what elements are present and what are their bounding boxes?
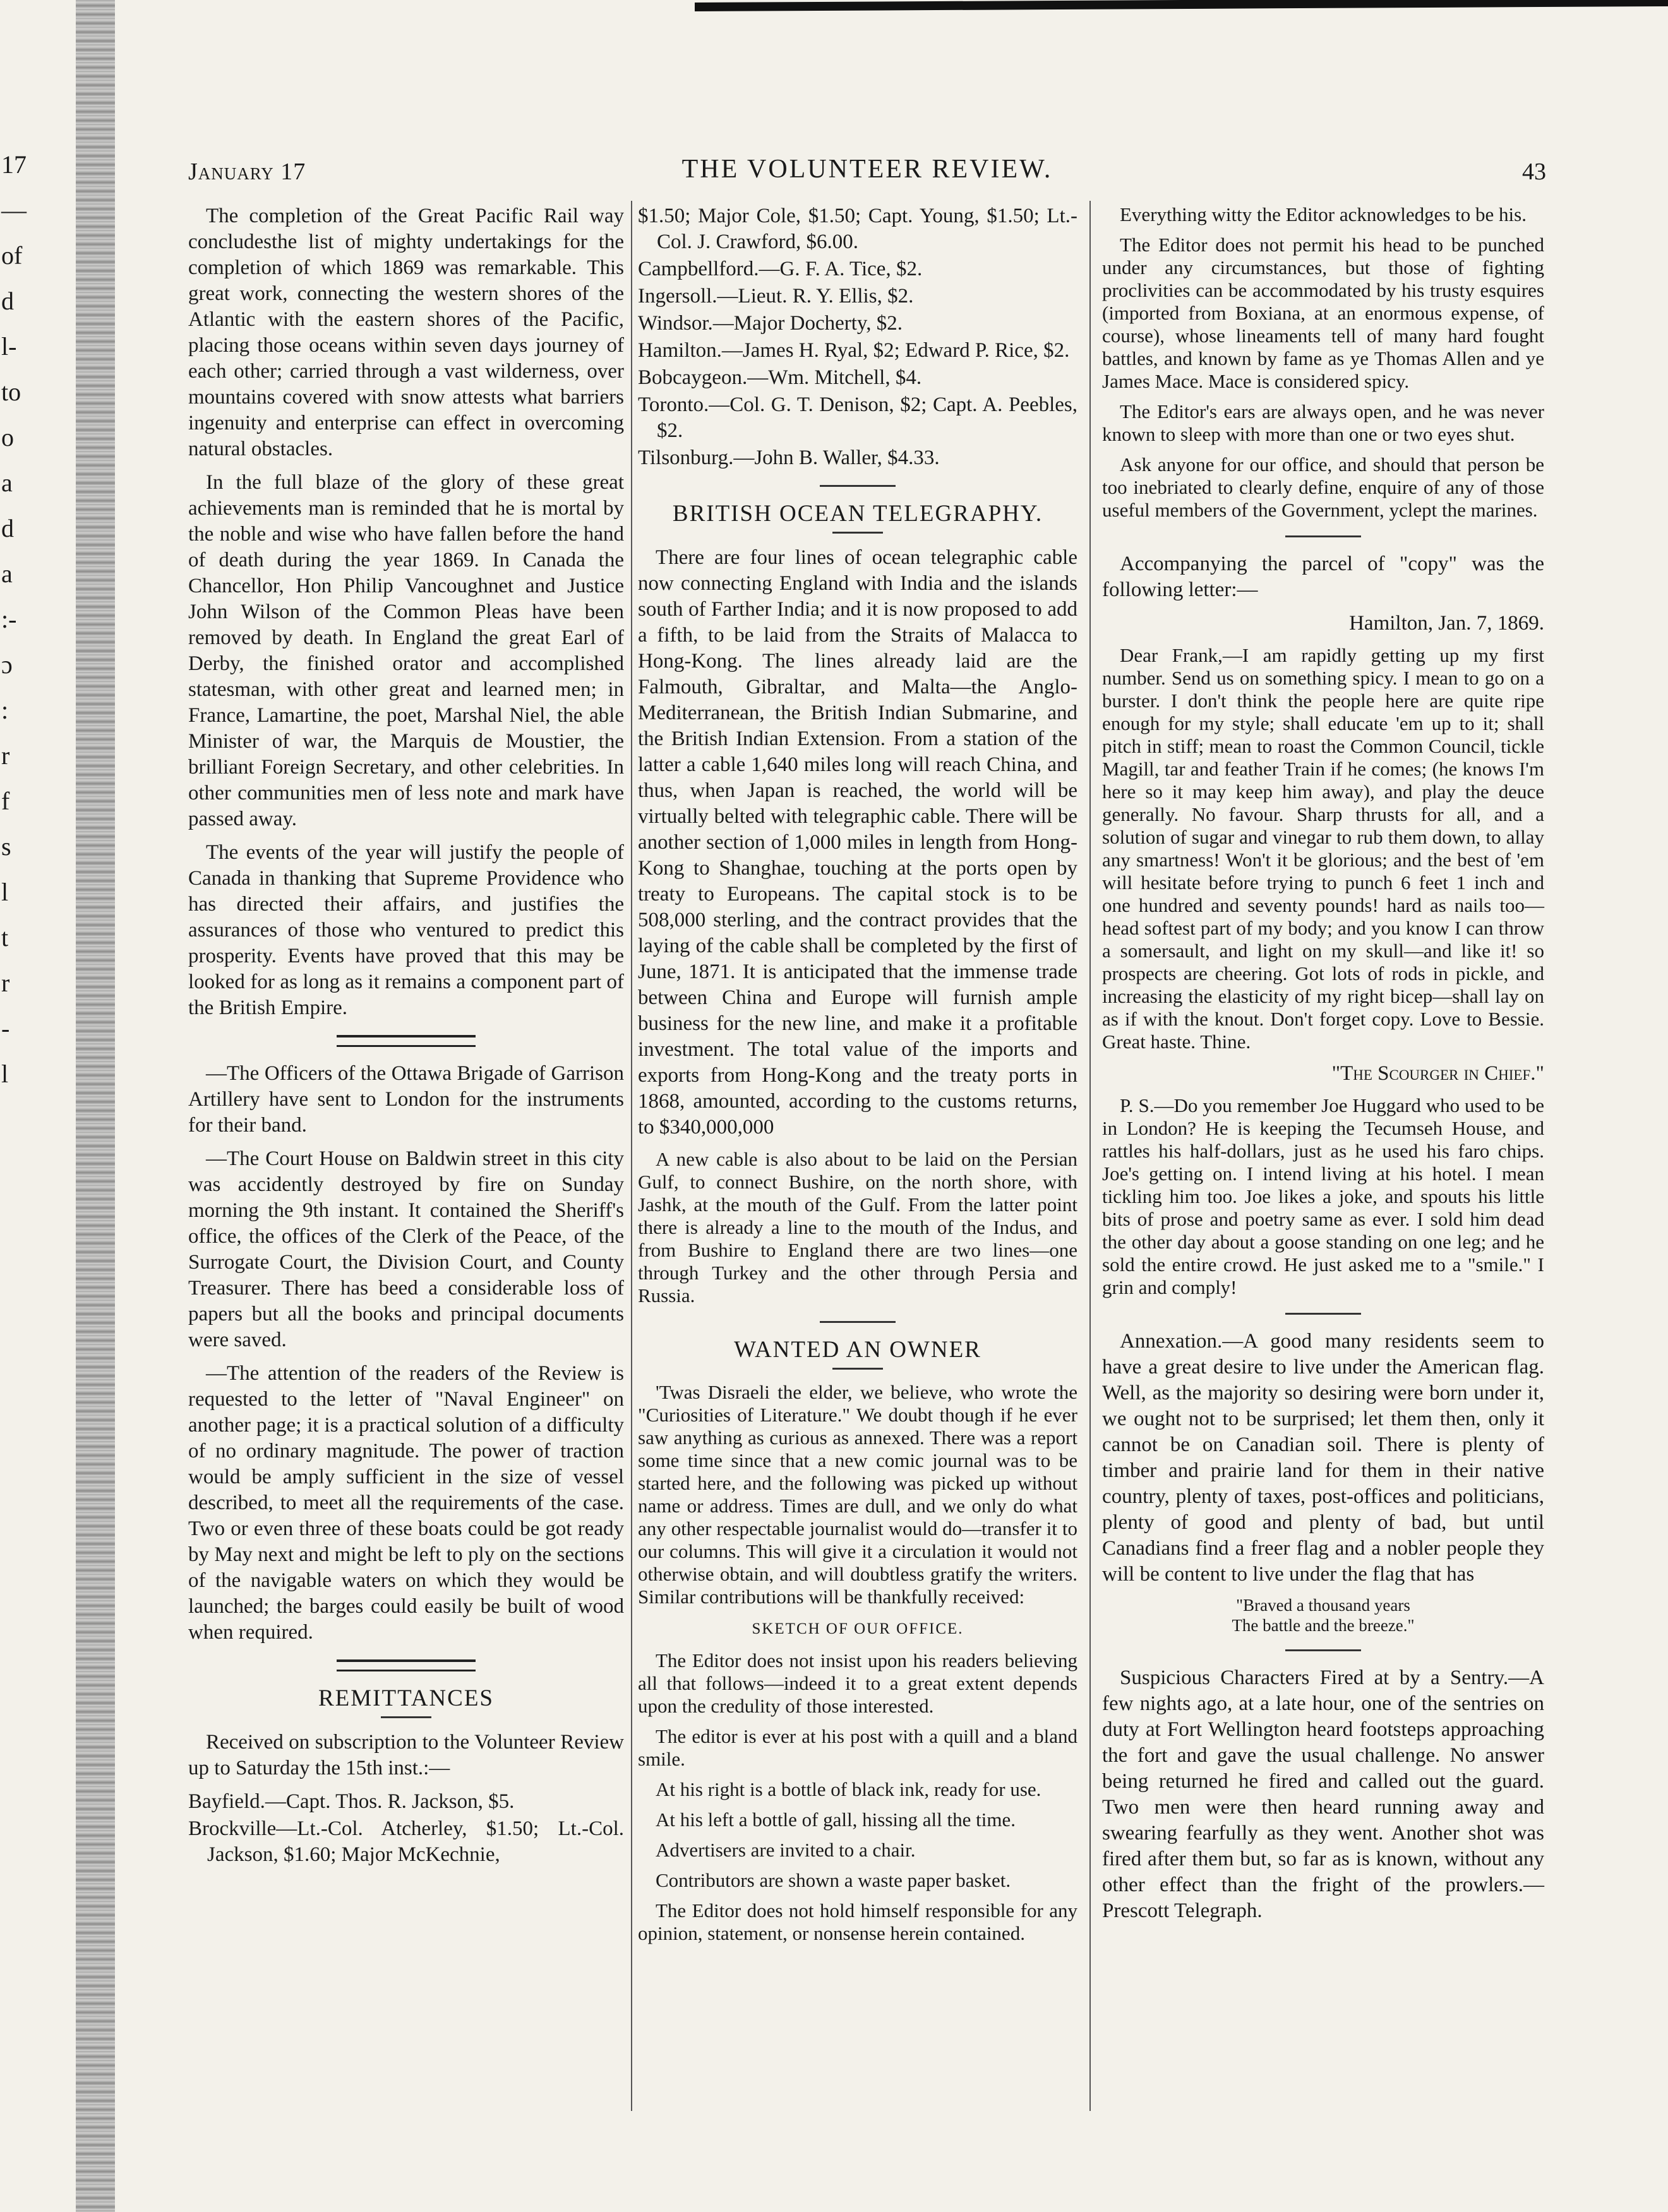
court-house-fire-item: —The Court House on Baldwin street in this city was accidently destroyed by fire on Sunday morning the 9th instant. It contained the Sheriff's office, the offices of the Clerk of the Peace, of the Surrogate Court, the Division Court, and County Treasurer. There has beed a considerable loss of papers but all the books and principal documents were saved. bbox=[188, 1147, 624, 1351]
sketch-item: The Editor does not permit his head to be punched under any circumstances, but those of fighting proclivities can be accommodated by his trusty esquires (imported from Boxiana, at an enormous expense, of course), whose lineaments tell of many hard fought battles, and known by fame as ye Thomas Allen and ye James Mace. Mace is considered spicy. bbox=[1102, 234, 1544, 392]
naval-engineer-item: —The attention of the readers of the Review is requested to the letter of "Naval Engineer" on another page; it is a practical solution of a difficulty of no ordinary magnitude. The power of traction would be amply sufficient in the size of vessel described, to meet all the requirements of the case. Two or even three of these boats could be got ready by May next and might be left to ply on the sections of the navigable waters on which they would be launched; the barges could easily be built of wood when required. bbox=[188, 1362, 624, 1644]
verse-line: The battle and the breeze." bbox=[1232, 1616, 1415, 1635]
wanted-owner-paragraph: 'Twas Disraeli the elder, we believe, who wrote the "Curiosities of Literature." We doubt though if he ever saw anything as curious as annexed. There was a report some time since that a new comic journal was to be started here, and the following was picked up without name or address. Times are dull, and we only do what any other respectable journalist would do—transfer it to our columns. This will give it a circulation it would not otherwise obtain, and will doubtless gratify the writers. Similar contributions will be thankfully received: bbox=[638, 1381, 1077, 1608]
remittance-entry: Brockville—Lt.-Col. Atcherley, $1.50; Lt.-Col. Jackson, $1.60; Major McKechnie, bbox=[188, 1817, 624, 1866]
deaths-paragraph: In the full blaze of the glory of these great achievements man is reminded that he is mortal by the noble and wise who have fallen before the hand of death during the year 1869. In Canada the Chancellor, Hon Philip Vancoughnet and Justice John Wilson of the Common Pleas have been removed by death. In England the great Earl of Derby, the finished orator and accomplished statesman, with other great and learned men; in France, Lamartine, the poet, Marshal Niel, the able Minister of war, the Marquis de Moustier, the brilliant Foreign Secretary, and other celebrities. In other communities men of less note and mark have passed away. bbox=[188, 471, 624, 830]
section-separator bbox=[337, 1035, 476, 1047]
sketch-item: Advertisers are invited to a chair. bbox=[656, 1839, 916, 1861]
section-separator bbox=[820, 485, 896, 487]
margin-fragment: — bbox=[1, 196, 27, 224]
persian-gulf-paragraph: A new cable is also about to be laid on the Persian Gulf, to connect Bushire, on the north shore, with Jashk, at the mouth of the Gulf. From the latter point there is already a line to the mouth of the Indus, and from Bushire to England there are two lines—one through Turkey and the other through Persia and Russia. bbox=[638, 1148, 1077, 1306]
margin-fragment: to bbox=[1, 378, 21, 406]
top-scan-rule bbox=[695, 0, 1668, 11]
sketch-item: Everything witty the Editor acknowledges to be his. bbox=[1120, 203, 1527, 225]
margin-fragment: f bbox=[1, 787, 10, 815]
letter-signature: "The Scourger in Chief." bbox=[1331, 1062, 1544, 1085]
margin-fragment: r bbox=[1, 969, 10, 997]
heading-rule bbox=[832, 532, 883, 534]
artillery-band-item: —The Officers of the Ottawa Brigade of Garrison Artillery have sent to London for the instruments for their band. bbox=[188, 1062, 624, 1137]
pacific-railway-paragraph: The completion of the Great Pacific Rail way concludesthe list of mighty undertakings for the completion of which 1869 was remarkable. This great work, connecting the western shores of the Atlantic with the eastern shores of the Pacific, placing those oceans within seven days journey of each other; carried through a vast wilderness, over mountains covered with snow attests what barriers ingenuity and enterprise can effect in overcoming natural obstacles. bbox=[188, 205, 624, 460]
margin-fragment: a bbox=[1, 469, 13, 497]
letter-body: Dear Frank,—I am rapidly getting up my first number. Send us on something spicy. I mean to go on a burster. I don't think the people here are quite ripe enough for my style; shall educate 'em up to it; shall pitch in stiff; mean to roast the Common Council, tickle Magill, tar and feather Train if he comes; (he knows I'm here so it may keep him away), and play the deuce generally. No favour. Sharp thrusts for all, and a solution of sugar and vinegar to rub them down, to allay any smartness! Won't it be glorious; and the best of 'em will hesitate before trying to punch 6 feet 1 inch and one hundred and seventy pounds! hard as nails too—head softest part of my body; and you know I can throw a somersault, and light on my skull—and like it! so prospects are cheering. Got lots of rods in pickle, and increasing the elasticity of my right bicep—shall lay on as if with the knout. Don't forget copy. Love to Bessie. Great haste. Thine. bbox=[1102, 644, 1544, 1053]
heading-rule bbox=[832, 1368, 883, 1370]
letter-dateline: Hamilton, Jan. 7, 1869. bbox=[1349, 612, 1544, 635]
column-3 bbox=[1102, 203, 1544, 1932]
margin-fragment: ɔ bbox=[1, 650, 13, 679]
margin-fragment: l bbox=[1, 878, 9, 906]
wanted-owner-heading: WANTED AN OWNER bbox=[734, 1337, 981, 1363]
column-1 bbox=[188, 203, 624, 1869]
margin-fragment: 17 bbox=[1, 150, 27, 179]
remittance-entry: Ingersoll.—Lieut. R. Y. Ellis, $2. bbox=[638, 285, 914, 308]
ocean-telegraphy-heading: BRITISH OCEAN TELEGRAPHY. bbox=[672, 501, 1043, 527]
heading-rule bbox=[381, 1716, 431, 1718]
verse-line: "Braved a thousand years bbox=[1236, 1596, 1410, 1615]
providence-paragraph: The events of the year will justify the people of Canada in thanking that Supreme Providence who has directed their affairs, and justifies the assurances of those who ventured to predict this prosperity. Events have proved that this may be looked for as long as it remains a component part of the British Empire. bbox=[188, 841, 624, 1019]
sketch-item: The Editor's ears are always open, and he was never known to sleep with more than one or two eyes shut. bbox=[1102, 400, 1544, 445]
page-number: 43 bbox=[1522, 158, 1546, 185]
remittance-entry: Bobcaygeon.—Wm. Mitchell, $4. bbox=[638, 366, 922, 389]
telegraphy-paragraph: There are four lines of ocean telegraphic cable now connecting England with India and the islands south of Farther India; and it is now proposed to add a fifth, to be laid from the Straits of Malacca to Hong-Kong. The lines already laid are the Falmouth, Gibraltar, and Malta—the Anglo-Mediterranean, the British Indian Submarine, and the British Indian Extension. From a station of the latter a cable 1,640 miles long will reach China, and thus, when Japan is reached, the world will be virtually belted with telegraphic cable. There will be another section of 1,000 miles in length from Hong-Kong to Shanghae, touching at the ports open by treaty to Europeans. The capital stock is to be 508,000 sterling, and the contract provides that the laying of the cable shall be completed by the first of June, 1871. It is anticipated that the immense trade between China and Europe will furnish ample business for the new line, and make it a profitable investment. The total value of the imports and exports from Hong-Kong and the treaty ports in 1868, amounted, according to the customs returns, to $340,000,000 bbox=[638, 546, 1077, 1139]
page-header bbox=[188, 155, 1546, 196]
remittances-intro: Received on subscription to the Volunteer Review up to Saturday the 15th inst.:— bbox=[188, 1731, 624, 1779]
margin-fragment: :- bbox=[1, 605, 17, 633]
section-separator bbox=[1285, 535, 1361, 537]
margin-fragment: t bbox=[1, 923, 9, 952]
sketch-subheading: SKETCH OF OUR OFFICE. bbox=[752, 1620, 964, 1637]
margin-fragment: l bbox=[1, 1060, 9, 1088]
letter-postscript: P. S.—Do you remember Joe Huggard who used to be in London? He is keeping the Tecumseh House, and rattles his half-dollars, just as he used his faro chips. Joe's getting on. I intend living at his hotel. I mean tickling him too. Joe likes a joke, and spouts his little bits of prose and poetry same as ever. I sold him dead the other day about a goose standing on one leg; and he sold the entire crowd. He just asked me to a "smile." I grin and comply! bbox=[1102, 1094, 1544, 1298]
column-2 bbox=[638, 203, 1077, 1952]
header-date: January 17 bbox=[188, 158, 306, 185]
remittance-entry: Tilsonburg.—John B. Waller, $4.33. bbox=[638, 446, 940, 469]
annexation-paragraph: Annexation.—A good many residents seem to have a great desire to live under the American flag. Well, as the majority so desiring were born under it, we ought not to be surprised; let them then, only it cannot be on Canadian soil. There is plenty of timber and prairie land for them in their native country, plenty of taxes, post-offices and politicians, plenty of good and plenty of bad, but until Canadians find a freer flag and a nobler people they will be content to live under the flag that has bbox=[1102, 1330, 1544, 1586]
sentry-paragraph: Suspicious Characters Fired at by a Sentry.—A few nights ago, at a late hour, one of the sentries on duty at Fort Wellington heard footsteps approaching the fort and gave the usual challenge. No answer being returned he fired and called out the guard. Two men were then heard running away and swearing fearfully as they went. Another shot was fired after them but, so far as is known, without any other effect than the fright of the prowlers.—Prescott Telegraph. bbox=[1102, 1666, 1544, 1922]
margin-fragment: s bbox=[1, 832, 11, 861]
margin-fragment: l- bbox=[1, 332, 17, 361]
sketch-item: Ask anyone for our office, and should that person be too inebriated to clearly define, enquire of any of those useful members of the Government, yclept the marines. bbox=[1102, 453, 1544, 521]
margin-fragment: of bbox=[1, 241, 23, 270]
sketch-item: The Editor does not hold himself responsible for any opinion, statement, or nonsense herein contained. bbox=[638, 1899, 1077, 1944]
scan-binding-edge bbox=[76, 0, 115, 2212]
sketch-item: Contributors are shown a waste paper basket. bbox=[656, 1869, 1011, 1891]
header-title: THE VOLUNTEER REVIEW. bbox=[681, 155, 1053, 184]
remittance-entry: Hamilton.—James H. Ryal, $2; Edward P. Rice, $2. bbox=[638, 339, 1070, 362]
margin-fragment: d bbox=[1, 514, 14, 542]
remittance-entry: Windsor.—Major Docherty, $2. bbox=[638, 312, 903, 335]
sketch-item: The Editor does not insist upon his readers believing all that follows—indeed it to a great extent depends upon the credulity of those interested. bbox=[638, 1649, 1077, 1717]
remittances-heading: REMITTANCES bbox=[318, 1685, 495, 1711]
verse-quote bbox=[1102, 1595, 1544, 1635]
column-rule-1 bbox=[631, 201, 632, 2111]
remittance-entry: Campbellford.—G. F. A. Tice, $2. bbox=[638, 258, 923, 280]
remittance-entry: Toronto.—Col. G. T. Denison, $2; Capt. A. Peebles, $2. bbox=[638, 393, 1077, 442]
section-separator bbox=[1285, 1313, 1361, 1315]
section-separator bbox=[337, 1659, 476, 1671]
letter-intro: Accompanying the parcel of "copy" was the following letter:— bbox=[1102, 553, 1544, 601]
remittance-entry: $1.50; Major Cole, $1.50; Capt. Young, $1.50; Lt.-Col. J. Crawford, $6.00. bbox=[638, 205, 1077, 253]
margin-fragments bbox=[1, 142, 39, 1097]
sketch-item: At his left a bottle of gall, hissing all the time. bbox=[656, 1808, 1016, 1831]
section-separator bbox=[820, 1321, 896, 1323]
sketch-item: At his right is a bottle of black ink, ready for use. bbox=[656, 1778, 1041, 1800]
remittance-entry: Bayfield.—Capt. Thos. R. Jackson, $5. bbox=[188, 1790, 515, 1813]
sketch-item: The editor is ever at his post with a quill and a bland smile. bbox=[638, 1725, 1077, 1770]
margin-fragment: a bbox=[1, 559, 13, 588]
column-rule-2 bbox=[1089, 201, 1091, 2111]
margin-fragment: o bbox=[1, 423, 14, 451]
section-separator bbox=[1285, 1649, 1361, 1651]
margin-fragment: d bbox=[1, 287, 14, 315]
margin-fragment: - bbox=[1, 1014, 10, 1043]
margin-fragment: : bbox=[1, 696, 9, 724]
margin-fragment: r bbox=[1, 741, 10, 770]
